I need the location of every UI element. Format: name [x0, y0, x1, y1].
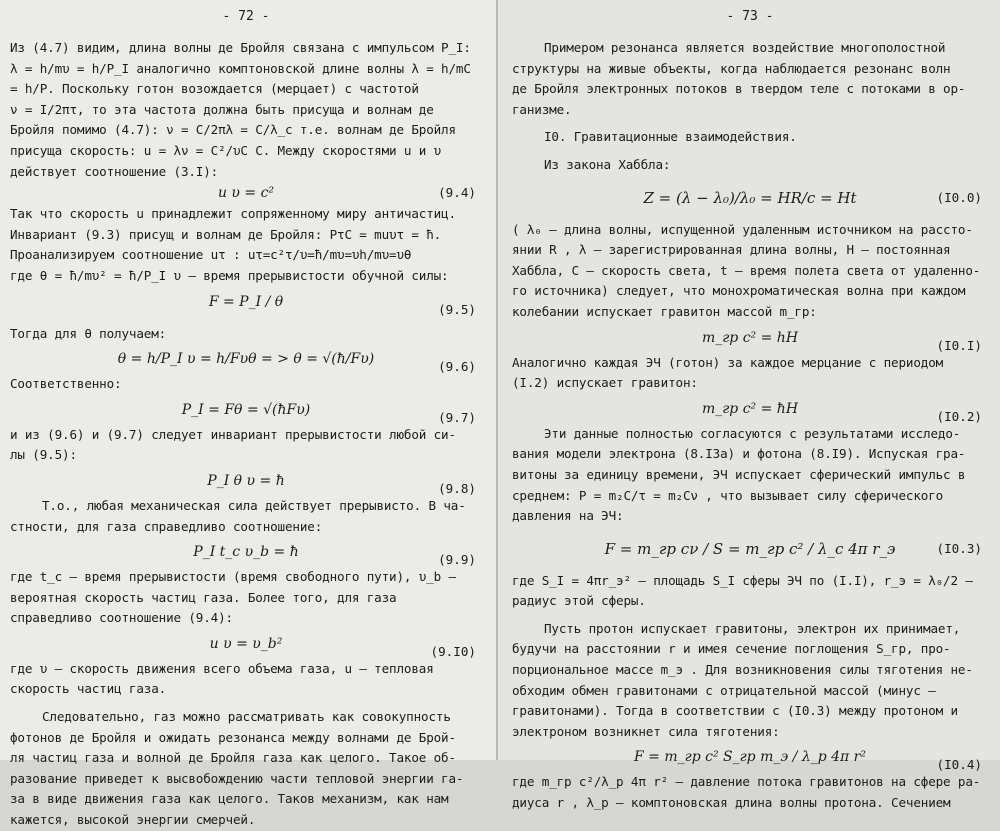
- equation-9-4: [10, 182, 482, 204]
- equation-formula: Z = (λ − λ₀)/λ₀ = HR/c = Ht: [643, 188, 857, 207]
- equation-formula: u υ = υ_b²: [209, 635, 283, 652]
- page-72: [0, 0, 496, 828]
- paragraph-debroglie-intro: Из (4.7) видим, длина волны де Бройля связана с импульсом P_I: λ = h/mυ = h/P_I аналогично комптоновской длине волны λ = h/mC = h/P. Поскольку готон возождается (мерцает) с частотой ν = I/2πτ, то эта частота должна быть присуща и волнам де Бройля помимо (4.7): ν = C/2πλ = C/λ_c т.е. волнам де Бройля присуща скорость: u = λν = C²/υC C. Между скоростями u и υ действует соотношение (3.I):: [10, 40, 471, 179]
- equation-number: (9.5): [438, 301, 476, 317]
- page-number: - 73 -: [726, 9, 774, 24]
- paragraph-invariant: Так что скорость u принадлежит сопряженному миру античастиц. Инвариант (9.3) присущ и волнам де Бройля: PτC = muυτ = ħ. Проанализируем соотношение uτ : uτ=c²τ/υ=ħ/mυ=υh/mυ=υθ где θ = ħ/mυ² = ħ/P_I υ – время прерывистости обучной силы:: [10, 206, 456, 283]
- section-heading: I0. Гравитационные взаимодействия.: [544, 129, 797, 145]
- equation-number: (I0.4): [936, 757, 982, 773]
- equation-formula: F = m_гр c² S_гр m_э / λ_p 4π r²: [634, 749, 866, 766]
- equation-number: (9.4): [438, 185, 476, 201]
- equation-formula: P_I = Fθ = √(ħFυ): [181, 401, 311, 418]
- page-number: - 72 -: [222, 9, 270, 24]
- equation-formula: m_гр c² = ħH: [701, 400, 799, 417]
- paragraph-spherical-pulse: Эти данные полностью согласуются с результатами исследо- вания модели электрона (8.I3а) и фотона (8.I9). Испуская гра- витоны за единицу времени, ЭЧ испускает сферический импульс в среднем: P = m₂C/τ = m₂Cν , что вызывает силу сферического давления на ЭЧ:: [512, 425, 966, 524]
- paragraph-hubble-terms: ( λ₀ – длина волны, испущенной удаленным источником на рассто- янии R , λ – зарегистрированная длина волны, H – постоянная Хаббла, C – скорость света, t – время полета света от удаленно- го источника) следует, что монохроматическая волна при каждом колебании испускает гравитон массой m_гр:: [512, 221, 981, 319]
- equation-10-3: [512, 527, 988, 571]
- equation-9-5: [10, 287, 482, 317]
- paragraph-accordingly: Соответственно:: [10, 376, 122, 392]
- equation-number: (9.7): [438, 409, 476, 425]
- paragraph-resonance-example: Примером резонанса является воздействие многополостной структуры на живые объекты, когда наблюдается резонанс волн де Бройля электронных потоков в твердом теле с потоками в ор- ганизме.: [512, 40, 966, 117]
- equation-formula: F = P_I / θ: [208, 293, 284, 310]
- paragraph-gas: Т.о., любая механическая сила действует прерывисто. В ча- стности, для газа справедливо соотношение:: [10, 497, 466, 534]
- paragraph-conclusion: Следовательно, газ можно рассматривать как совокупность фотонов де Бройля и ожидать резонанса между волнами де Брой- ля частиц газа и волной де Бройля газа как целого. Такое об- разование приведет к высвобождению части тепловой энергии га- за в виде движения газа как целого. Таков механизм, как нам кажется, высокой энергии смерчей.: [10, 709, 464, 828]
- paragraph-invariant-force: и из (9.6) и (9.7) следует инвариант прерывистости любой си- лы (9.5):: [10, 426, 456, 463]
- equation-9-7: [10, 395, 482, 425]
- equation-10-1: [512, 323, 988, 353]
- equation-formula: F = m_гр cν / S = m_гр c² / λ_c 4π r_э: [604, 539, 896, 558]
- equation-formula: P_I t_c υ_b = ħ: [193, 544, 299, 561]
- paragraph-goton-graviton: Аналогично каждая ЭЧ (готон) за каждое мерцание с периодом (I.2) испускает гравитон:: [512, 354, 944, 391]
- equation-9-9: [10, 537, 482, 567]
- equation-number: (9.6): [438, 359, 476, 375]
- equation-formula: u υ = c²: [217, 185, 275, 202]
- page-73: [498, 0, 1000, 811]
- paragraph-hubble-law: Из закона Хаббла:: [544, 156, 671, 172]
- equation-number: (I0.3): [936, 540, 982, 556]
- equation-formula: θ = h/P_I υ = h/Fυθ = > θ = √(ħ/Fυ): [117, 351, 375, 368]
- equation-9-6: [10, 344, 482, 374]
- equation-formula: m_гр c² = hH: [701, 329, 799, 346]
- equation-10-2: [512, 394, 988, 424]
- equation-number: (I0.2): [936, 408, 982, 424]
- equation-number: (9.8): [438, 480, 476, 496]
- equation-number: (I0.0): [936, 189, 982, 205]
- paragraph-theta: Тогда для θ получаем:: [10, 325, 167, 341]
- paragraph-gas-speed: где υ – скорость движения всего объема газа, u – тепловая скорость частиц газа.: [10, 660, 434, 697]
- equation-10-4: [512, 742, 988, 772]
- paragraph-gas-time: где t_c – время прерывистости (время свободного пути), υ_b – вероятная скорость частиц газа. Более того, для газа справедливо соотношение (9.4):: [10, 569, 456, 626]
- equation-formula: P_I θ υ = ħ: [207, 472, 285, 489]
- equation-9-10: [10, 629, 482, 659]
- equation-number: (9.9): [438, 552, 476, 568]
- paragraph-graviton-pressure: где m_гр c²/λ_p 4π r² – давление потока гравитонов на сфере ра- диуса r , λ_p – комптоновская длина волны протона. Сечением: [512, 774, 981, 811]
- equation-9-8: [10, 466, 482, 496]
- equation-10-0: [512, 176, 988, 220]
- equation-number: (9.I0): [430, 643, 476, 659]
- paragraph-sphere-area: где S_I = 4πr_э² – площадь S_I сферы ЭЧ по (I.I), r_э = λ₀/2 – радиус этой сферы.: [512, 572, 973, 609]
- equation-number: (I0.I): [936, 337, 982, 353]
- paragraph-proton-electron: Пусть протон испускает гравитоны, электрон их принимает, будучи на расстоянии r и имея сечение поглощения S_гр, про- порциональное массе m_э . Для возникновения силы тяготения не- обходим обмен гравитонами с отрицательной массой (минус – гравитонами). Тогда в соответствии с (I0.3) между протоном и электроном возникнет сила тяготения:: [512, 620, 973, 739]
